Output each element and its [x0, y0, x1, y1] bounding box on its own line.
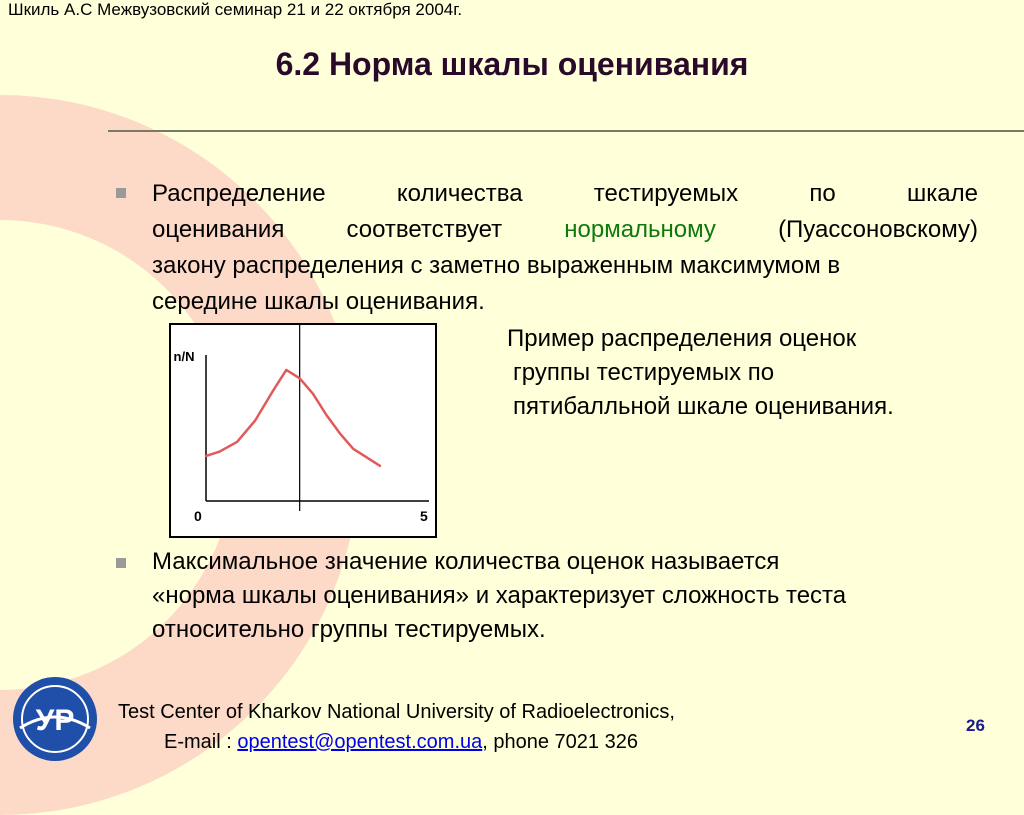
bullet-2-line-2: «норма шкалы оценивания» и характеризует сложность теста [152, 582, 847, 609]
footer-contact [118, 727, 675, 757]
bullet-1-line-1 [152, 176, 978, 212]
y-axis-label: n/N [173, 349, 195, 364]
bullet-marker-1 [116, 188, 126, 198]
word: количества [396, 180, 523, 207]
bullet-2-text [152, 545, 992, 647]
chart-marks [206, 325, 380, 511]
caption-line-1: Пример распределения оценок [507, 325, 857, 352]
word: соответствует [346, 216, 503, 243]
distribution-curve [206, 370, 380, 466]
bullet-2-line-1: Максимальное значение количества оценок называется [152, 548, 780, 575]
x-tick-label-5: 5 [420, 508, 428, 524]
title-divider [108, 130, 1024, 132]
word: оценивания [152, 216, 285, 243]
word: тестируемых [593, 180, 739, 207]
bullet-1-line-2 [152, 212, 978, 248]
x-tick-label-0: 0 [194, 508, 202, 524]
bullet-1-line-3: закону распределения с заметно выраженным максимумом в [152, 252, 841, 279]
chart-svg [171, 325, 435, 536]
highlighted-word-normal: нормальному [564, 216, 716, 243]
university-logo [12, 676, 98, 762]
logo-text: УР [35, 704, 75, 737]
slide-title: 6.2 Норма шкалы оценивания [275, 46, 749, 82]
email-label: E-mail : [164, 731, 238, 753]
distribution-chart [169, 323, 437, 538]
word: Распределение [152, 180, 326, 207]
phone-text: , phone 7021 326 [482, 731, 638, 753]
email-link[interactable]: opentest@opentest.com.ua [237, 731, 483, 753]
bullet-1-text [152, 176, 978, 320]
page-number: 26 [966, 716, 985, 735]
footer [118, 697, 675, 757]
caption-line-3: пятибалльной шкале оценивания. [513, 393, 894, 420]
word: шкале [906, 180, 978, 207]
caption-line-2: группы тестируемых по [513, 359, 775, 386]
bullet-marker-2 [116, 558, 126, 568]
footer-org: Test Center of Kharkov National University of Radioelectronics, [118, 701, 675, 723]
bullet-1-line-4: середине шкалы оценивания. [152, 288, 485, 315]
word: (Пуассоновскому) [778, 216, 978, 243]
chart-axes [174, 349, 429, 524]
word: по [809, 180, 836, 207]
chart-caption [505, 322, 894, 424]
header-seminar-line: Шкиль А.С Межвузовский семинар 21 и 22 октября 2004г. [8, 0, 463, 19]
bullet-2-line-3: относительно группы тестируемых. [152, 616, 546, 643]
